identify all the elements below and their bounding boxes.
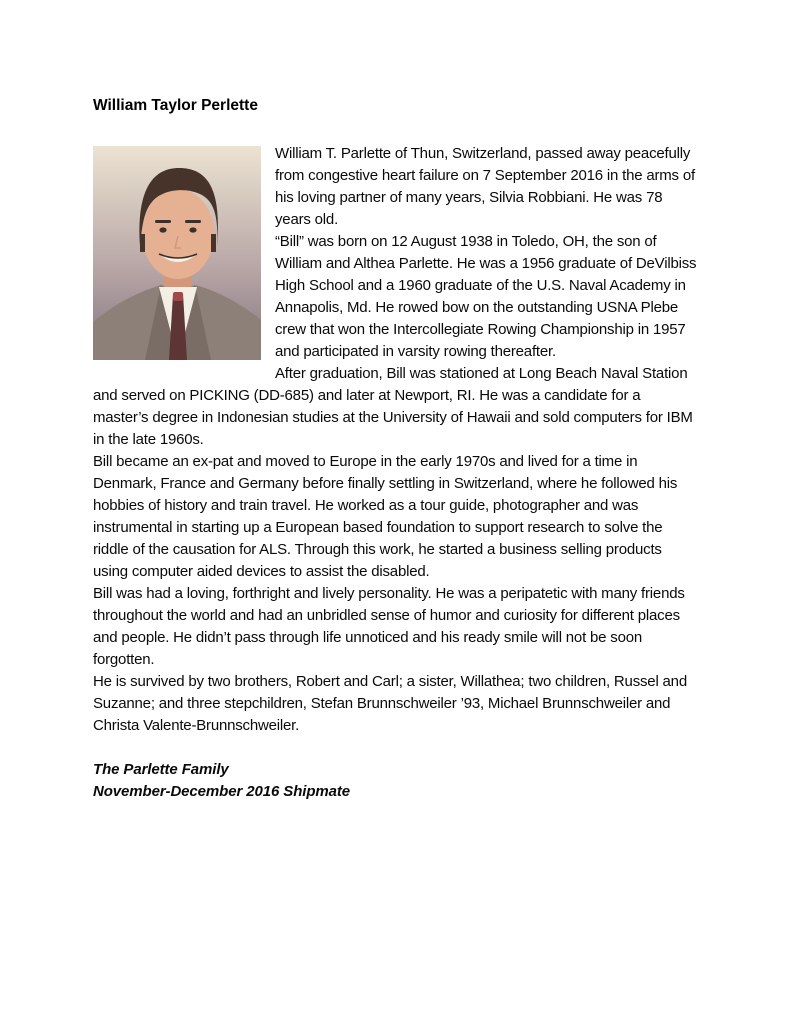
portrait-photo-graphic — [93, 146, 261, 360]
signature-author: The Parlette Family — [93, 761, 229, 778]
paragraph: “Bill” was born on 12 August 1938 in Toledo, OH, the son of William and Althea Parlette. He was a 1956 graduate of DeVilbiss High School and a 1960 graduate of the U.S. Naval Academy in Annapolis, Md. He rowed bow on the outstanding USNA Plebe crew that won the Intercollegiate Rowing Championship in 1957 and participated in varsity rowing thereafter. — [275, 233, 697, 360]
paragraph: Bill was had a loving, forthright and lively personality. He was a peripatetic with many friends throughout the world and had an unbridled sense of humor and curiosity for different places and people. He didn’t pass through life unnoticed and his ready smile will not be soon forgotten. — [93, 585, 685, 668]
paragraph: He is survived by two brothers, Robert and Carl; a sister, Willathea; two children, Russel and Suzanne; and three stepchildren, Stefan Brunnschweiler ’93, Michael Brunnschweiler and Christa Valente-Brunnschweiler. — [93, 673, 687, 734]
sideburn-left — [140, 234, 145, 252]
paragraph: After graduation, Bill was stationed at Long Beach Naval Station and served on PICKING (DD-685) and later at Newport, RI. He was a candidate for a master’s degree in Indonesian studies at the University of Hawaii and sold computers for IBM in the late 1960s. — [93, 365, 693, 448]
obituary-body — [93, 143, 697, 803]
eyebrow-right — [185, 220, 201, 223]
eye-right — [189, 227, 196, 232]
eyebrow-left — [155, 220, 171, 223]
signature-source: November-December 2016 Shipmate — [93, 783, 351, 800]
portrait-photo — [93, 146, 261, 360]
tie-knot — [173, 292, 183, 301]
paragraph: William T. Parlette of Thun, Switzerland, passed away peacefully from congestive heart failure on 7 September 2016 in the arms of his loving partner of many years, Silvia Robbiani. He was 78 years old. — [275, 145, 695, 228]
paragraph: Bill became an ex-pat and moved to Europe in the early 1970s and lived for a time in Denmark, France and Germany before finally settling in Switzerland, where he followed his hobbies of history and train travel. He worked as a tour guide, photographer and was instrumental in starting up a European based foundation to support research to solve the riddle of the causation for ALS. Through this work, he started a business selling products using computer aided devices to assist the disabled. — [93, 453, 678, 580]
eye-left — [159, 227, 166, 232]
signature-block — [93, 759, 697, 803]
sideburn-right — [211, 234, 216, 252]
page-title: William Taylor Perlette — [93, 97, 258, 114]
face — [142, 189, 214, 279]
